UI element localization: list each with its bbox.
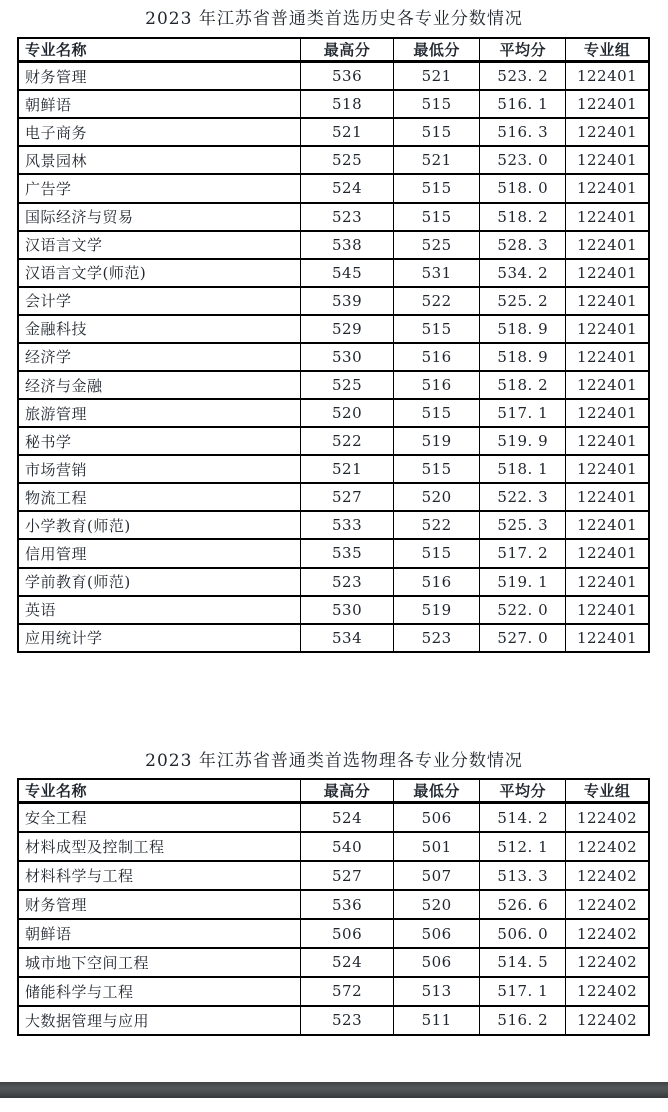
- max-score-cell: 572: [301, 977, 394, 1006]
- table-row: [18, 118, 649, 146]
- major-group-cell: 122401: [566, 203, 649, 231]
- min-score-cell: 515: [393, 174, 479, 202]
- min-score-cell: 522: [393, 511, 479, 539]
- avg-score-cell: 525. 2: [480, 287, 566, 315]
- major-group-cell: 122401: [566, 427, 649, 455]
- min-score-cell: 523: [393, 624, 479, 652]
- table-row: [18, 539, 649, 567]
- table-row: [18, 977, 649, 1006]
- max-score-cell: 530: [301, 596, 394, 624]
- major-group-cell: 122402: [566, 890, 649, 919]
- major-name-cell: 朝鲜语: [18, 919, 301, 948]
- major-name-cell: 旅游管理: [18, 399, 301, 427]
- avg-score-cell: 506. 0: [480, 919, 566, 948]
- major-name-cell: 朝鲜语: [18, 90, 301, 118]
- avg-score-cell: 527. 0: [480, 624, 566, 652]
- max-score-cell: 538: [301, 231, 394, 259]
- max-score-cell: 521: [301, 118, 394, 146]
- avg-score-cell: 522. 3: [480, 483, 566, 511]
- avg-score-cell: 514. 5: [480, 948, 566, 977]
- max-score-cell: 539: [301, 287, 394, 315]
- max-score-cell: 521: [301, 455, 394, 483]
- major-name-cell: 材料科学与工程: [18, 861, 301, 890]
- history-score-table: [17, 37, 650, 653]
- header-row: [18, 38, 649, 62]
- min-score-cell: 513: [393, 977, 479, 1006]
- min-score-cell: 515: [393, 90, 479, 118]
- avg-score-cell: 517. 2: [480, 539, 566, 567]
- table-row: [18, 343, 649, 371]
- max-score-cell: 518: [301, 90, 394, 118]
- column-header-1: 最高分: [301, 38, 394, 62]
- column-header-0: 专业名称: [18, 38, 301, 62]
- major-name-cell: 会计学: [18, 287, 301, 315]
- avg-score-cell: 519. 1: [480, 568, 566, 596]
- avg-score-cell: 526. 6: [480, 890, 566, 919]
- major-name-cell: 秘书学: [18, 427, 301, 455]
- table-row: [18, 803, 649, 833]
- major-name-cell: 材料成型及控制工程: [18, 832, 301, 861]
- header-row: [18, 779, 649, 803]
- table-row: [18, 203, 649, 231]
- major-group-cell: 122401: [566, 483, 649, 511]
- major-name-cell: 财务管理: [18, 62, 301, 91]
- avg-score-cell: 518. 2: [480, 203, 566, 231]
- major-group-cell: 122401: [566, 596, 649, 624]
- table-row: [18, 890, 649, 919]
- max-score-cell: 533: [301, 511, 394, 539]
- table-row: [18, 427, 649, 455]
- min-score-cell: 516: [393, 371, 479, 399]
- min-score-cell: 520: [393, 483, 479, 511]
- avg-score-cell: 516. 1: [480, 90, 566, 118]
- table-row: [18, 315, 649, 343]
- table-row: [18, 483, 649, 511]
- max-score-cell: 540: [301, 832, 394, 861]
- avg-score-cell: 518. 1: [480, 455, 566, 483]
- column-header-2: 最低分: [393, 38, 479, 62]
- avg-score-cell: 517. 1: [480, 977, 566, 1006]
- avg-score-cell: 528. 3: [480, 231, 566, 259]
- column-header-4: 专业组: [566, 38, 649, 62]
- major-name-cell: 物流工程: [18, 483, 301, 511]
- major-group-cell: 122402: [566, 948, 649, 977]
- major-group-cell: 122402: [566, 803, 649, 833]
- table-row: [18, 399, 649, 427]
- column-header-3: 平均分: [480, 779, 566, 803]
- max-score-cell: 523: [301, 568, 394, 596]
- avg-score-cell: 512. 1: [480, 832, 566, 861]
- max-score-cell: 523: [301, 1006, 394, 1035]
- avg-score-cell: 522. 0: [480, 596, 566, 624]
- min-score-cell: 519: [393, 427, 479, 455]
- column-header-3: 平均分: [480, 38, 566, 62]
- major-name-cell: 储能科学与工程: [18, 977, 301, 1006]
- table-row: [18, 596, 649, 624]
- major-group-cell: 122401: [566, 259, 649, 287]
- min-score-cell: 515: [393, 203, 479, 231]
- max-score-cell: 525: [301, 371, 394, 399]
- min-score-cell: 506: [393, 948, 479, 977]
- min-score-cell: 521: [393, 62, 479, 91]
- avg-score-cell: 516. 2: [480, 1006, 566, 1035]
- major-group-cell: 122401: [566, 146, 649, 174]
- table-row: [18, 948, 649, 977]
- table-row: [18, 511, 649, 539]
- avg-score-cell: 525. 3: [480, 511, 566, 539]
- min-score-cell: 525: [393, 231, 479, 259]
- major-name-cell: 城市地下空间工程: [18, 948, 301, 977]
- major-name-cell: 小学教育(师范): [18, 511, 301, 539]
- major-group-cell: 122402: [566, 919, 649, 948]
- physics-score-table: [17, 778, 650, 1036]
- max-score-cell: 523: [301, 203, 394, 231]
- major-group-cell: 122401: [566, 231, 649, 259]
- table-row: [18, 371, 649, 399]
- max-score-cell: 520: [301, 399, 394, 427]
- major-name-cell: 大数据管理与应用: [18, 1006, 301, 1035]
- min-score-cell: 521: [393, 146, 479, 174]
- major-name-cell: 市场营销: [18, 455, 301, 483]
- physics-table-title: 2023 年江苏省普通类首选物理各专业分数情况: [145, 751, 523, 771]
- major-group-cell: 122402: [566, 977, 649, 1006]
- avg-score-cell: 513. 3: [480, 861, 566, 890]
- min-score-cell: 515: [393, 539, 479, 567]
- avg-score-cell: 514. 2: [480, 803, 566, 833]
- major-name-cell: 英语: [18, 596, 301, 624]
- major-name-cell: 金融科技: [18, 315, 301, 343]
- min-score-cell: 515: [393, 118, 479, 146]
- max-score-cell: 506: [301, 919, 394, 948]
- max-score-cell: 524: [301, 803, 394, 833]
- min-score-cell: 516: [393, 568, 479, 596]
- max-score-cell: 524: [301, 174, 394, 202]
- physics-scores-section: [0, 751, 668, 1036]
- table-row: [18, 62, 649, 91]
- max-score-cell: 530: [301, 343, 394, 371]
- table-row: [18, 624, 649, 652]
- major-group-cell: 122401: [566, 568, 649, 596]
- major-name-cell: 汉语言文学(师范): [18, 259, 301, 287]
- major-name-cell: 国际经济与贸易: [18, 203, 301, 231]
- min-score-cell: 522: [393, 287, 479, 315]
- major-group-cell: 122401: [566, 315, 649, 343]
- max-score-cell: 535: [301, 539, 394, 567]
- min-score-cell: 516: [393, 343, 479, 371]
- max-score-cell: 524: [301, 948, 394, 977]
- avg-score-cell: 518. 0: [480, 174, 566, 202]
- table-row: [18, 568, 649, 596]
- min-score-cell: 515: [393, 455, 479, 483]
- major-name-cell: 经济学: [18, 343, 301, 371]
- major-group-cell: 122401: [566, 343, 649, 371]
- table-row: [18, 287, 649, 315]
- table-row: [18, 259, 649, 287]
- column-header-1: 最高分: [301, 779, 394, 803]
- table-row: [18, 90, 649, 118]
- major-name-cell: 经济与金融: [18, 371, 301, 399]
- major-name-cell: 电子商务: [18, 118, 301, 146]
- major-group-cell: 122401: [566, 455, 649, 483]
- major-name-cell: 财务管理: [18, 890, 301, 919]
- major-group-cell: 122402: [566, 832, 649, 861]
- avg-score-cell: 517. 1: [480, 399, 566, 427]
- column-header-4: 专业组: [566, 779, 649, 803]
- avg-score-cell: 519. 9: [480, 427, 566, 455]
- column-header-2: 最低分: [393, 779, 479, 803]
- page-edge-bar: [0, 1082, 668, 1098]
- table-row: [18, 861, 649, 890]
- major-name-cell: 安全工程: [18, 803, 301, 833]
- avg-score-cell: 523. 2: [480, 62, 566, 91]
- max-score-cell: 536: [301, 890, 394, 919]
- major-group-cell: 122401: [566, 174, 649, 202]
- column-header-0: 专业名称: [18, 779, 301, 803]
- avg-score-cell: 523. 0: [480, 146, 566, 174]
- avg-score-cell: 518. 9: [480, 343, 566, 371]
- major-group-cell: 122401: [566, 511, 649, 539]
- min-score-cell: 506: [393, 803, 479, 833]
- history-scores-section: [0, 9, 668, 653]
- table-row: [18, 146, 649, 174]
- table-row: [18, 231, 649, 259]
- min-score-cell: 501: [393, 832, 479, 861]
- avg-score-cell: 516. 3: [480, 118, 566, 146]
- max-score-cell: 527: [301, 483, 394, 511]
- history-table-title: 2023 年江苏省普通类首选历史各专业分数情况: [145, 9, 523, 29]
- min-score-cell: 515: [393, 399, 479, 427]
- major-group-cell: 122401: [566, 399, 649, 427]
- max-score-cell: 545: [301, 259, 394, 287]
- max-score-cell: 525: [301, 146, 394, 174]
- major-group-cell: 122402: [566, 861, 649, 890]
- table-row: [18, 455, 649, 483]
- major-name-cell: 汉语言文学: [18, 231, 301, 259]
- major-group-cell: 122401: [566, 287, 649, 315]
- major-name-cell: 信用管理: [18, 539, 301, 567]
- major-name-cell: 风景园林: [18, 146, 301, 174]
- major-group-cell: 122401: [566, 624, 649, 652]
- min-score-cell: 511: [393, 1006, 479, 1035]
- min-score-cell: 515: [393, 315, 479, 343]
- major-name-cell: 应用统计学: [18, 624, 301, 652]
- major-group-cell: 122402: [566, 1006, 649, 1035]
- major-group-cell: 122401: [566, 62, 649, 91]
- major-name-cell: 学前教育(师范): [18, 568, 301, 596]
- min-score-cell: 520: [393, 890, 479, 919]
- table-row: [18, 832, 649, 861]
- avg-score-cell: 518. 9: [480, 315, 566, 343]
- max-score-cell: 529: [301, 315, 394, 343]
- table-row: [18, 174, 649, 202]
- min-score-cell: 506: [393, 919, 479, 948]
- major-group-cell: 122401: [566, 539, 649, 567]
- min-score-cell: 519: [393, 596, 479, 624]
- table-row: [18, 919, 649, 948]
- major-name-cell: 广告学: [18, 174, 301, 202]
- major-group-cell: 122401: [566, 371, 649, 399]
- max-score-cell: 534: [301, 624, 394, 652]
- avg-score-cell: 534. 2: [480, 259, 566, 287]
- table-row: [18, 1006, 649, 1035]
- max-score-cell: 527: [301, 861, 394, 890]
- max-score-cell: 522: [301, 427, 394, 455]
- min-score-cell: 507: [393, 861, 479, 890]
- min-score-cell: 531: [393, 259, 479, 287]
- max-score-cell: 536: [301, 62, 394, 91]
- avg-score-cell: 518. 2: [480, 371, 566, 399]
- major-group-cell: 122401: [566, 90, 649, 118]
- major-group-cell: 122401: [566, 118, 649, 146]
